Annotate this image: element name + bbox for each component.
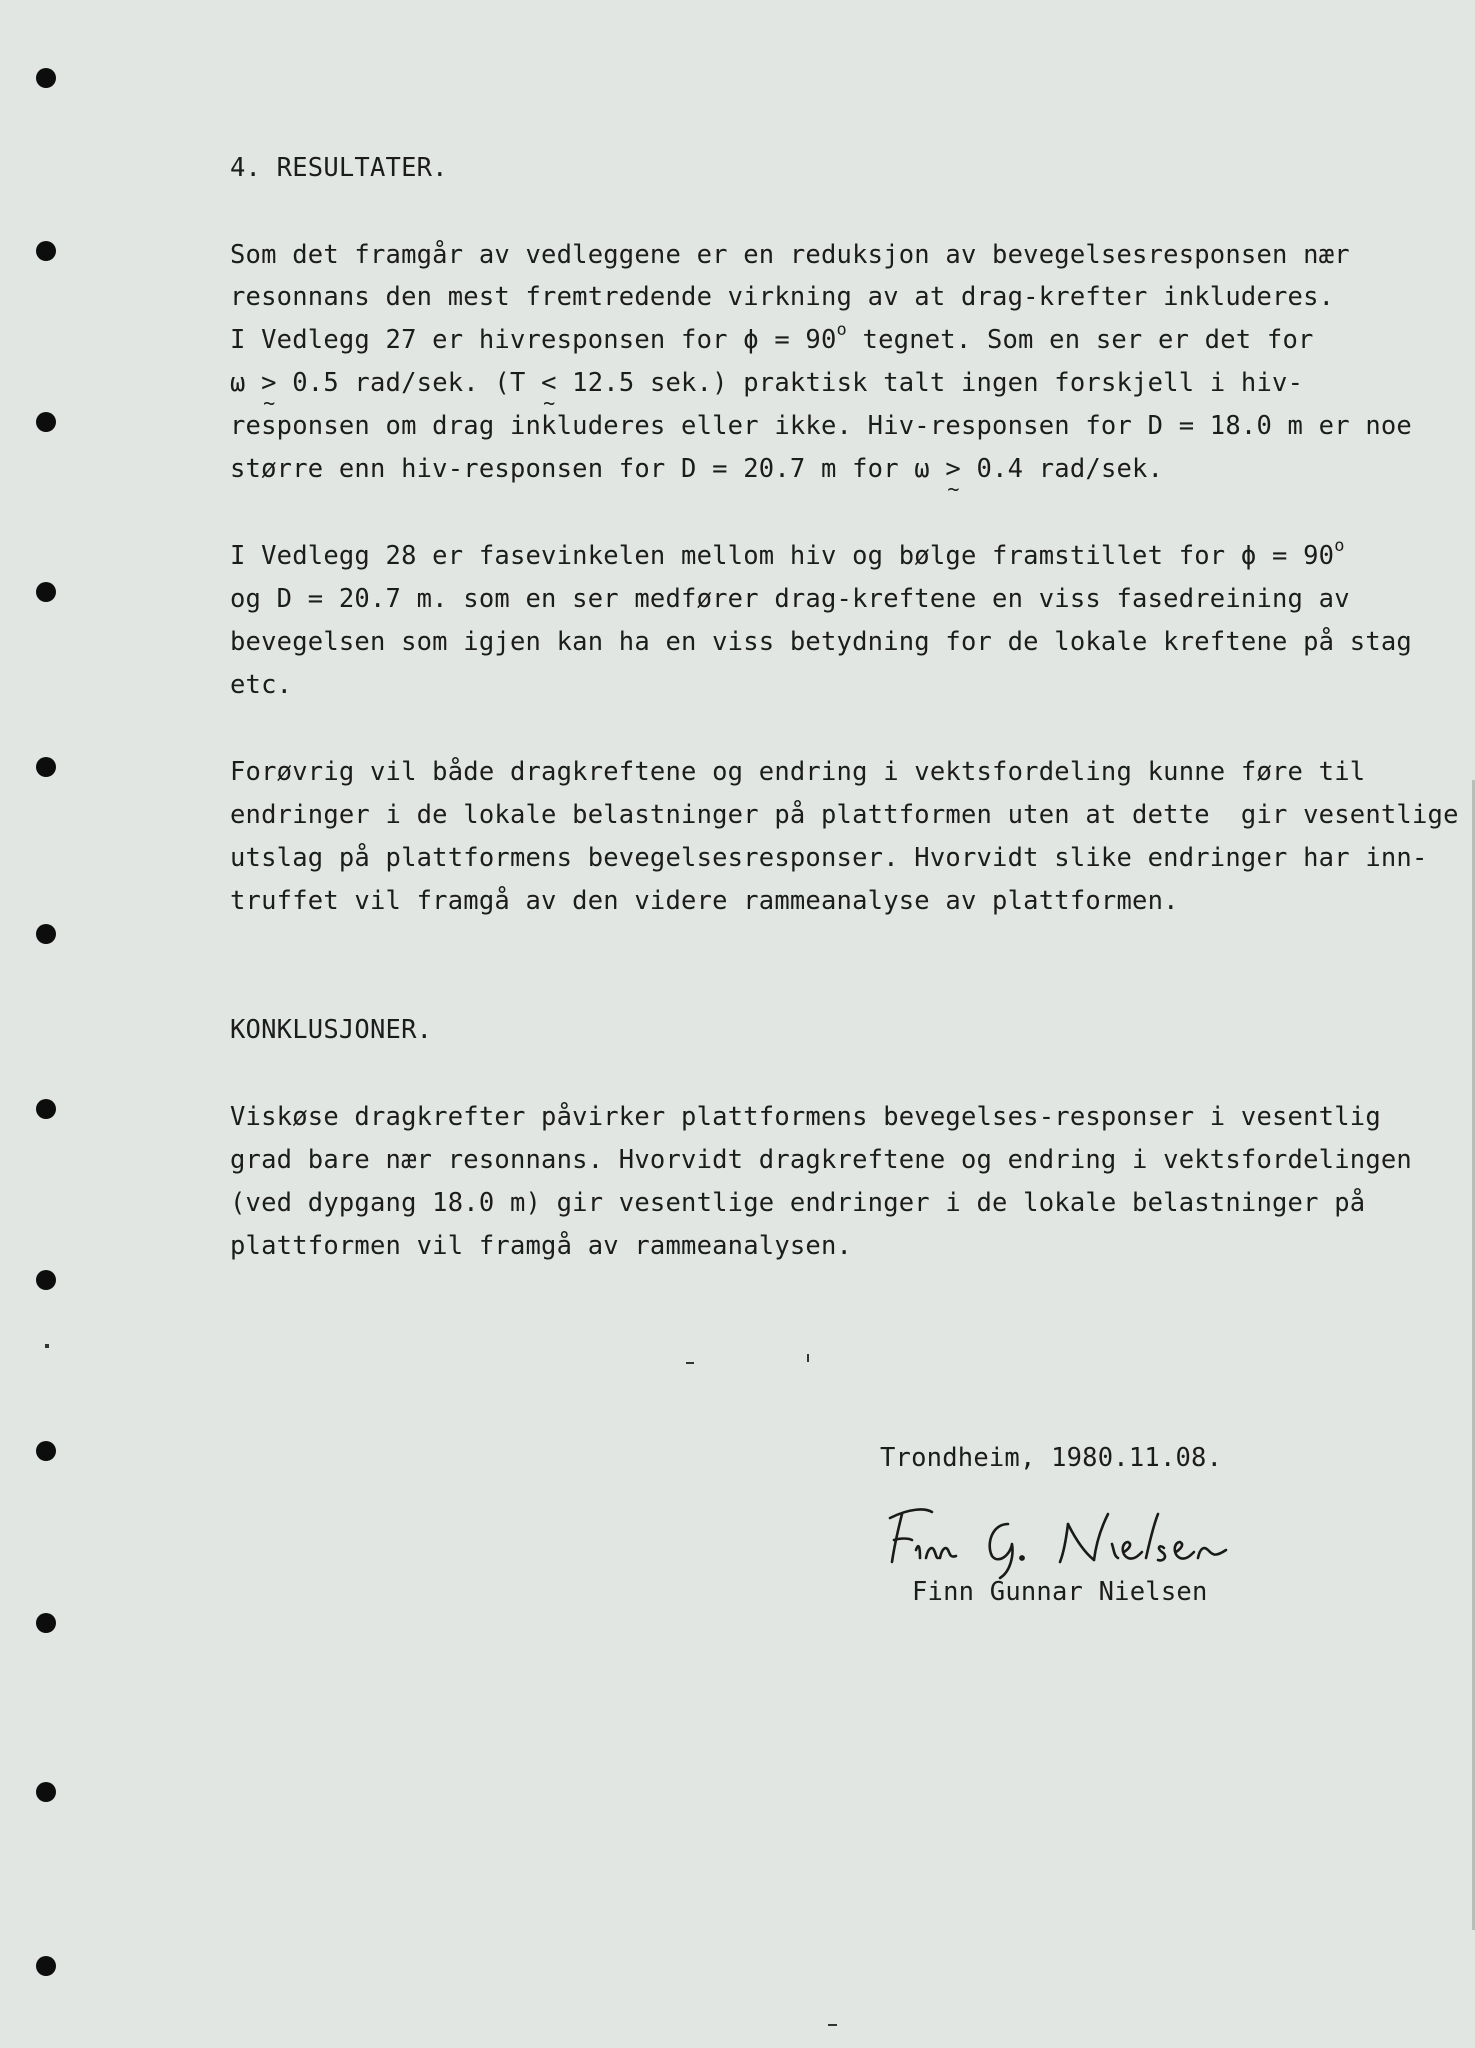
- paragraph-line: utslag på plattformens bevegelsesresponser. Hvorvidt slike endringer har inn-: [230, 843, 1428, 873]
- paragraph-line: og D = 20.7 m. som en ser medfører drag-kreftene en viss fasedreining av: [230, 584, 1350, 614]
- text-fragment: I Vedlegg 28 er fasevinkelen mellom hiv og bølge framstillet for ϕ = 90: [230, 541, 1335, 571]
- approx-ge-symbol: > ~: [261, 368, 277, 398]
- text-fragment: 0.5 rad/sek. (T: [276, 368, 542, 398]
- paragraph-line: Viskøse dragkrefter påvirker plattformens bevegelses-responser i vesentlig: [230, 1102, 1381, 1132]
- signer-name: Finn Gunnar Nielsen: [912, 1577, 1208, 1607]
- section-heading-results: 4. RESULTATER.: [230, 153, 448, 183]
- text-fragment: I Vedlegg 27 er hivresponsen for ϕ = 90: [230, 325, 837, 355]
- punch-hole-icon: [36, 412, 56, 432]
- text-fragment: ω: [230, 368, 262, 398]
- paragraph-line: grad bare nær resonnans. Hvorvidt dragkreftene og endring i vektsfordelingen: [230, 1145, 1412, 1175]
- punch-hole-icon: [36, 1270, 56, 1290]
- punch-hole-icon: [36, 68, 56, 88]
- section-heading-conclusions: KONKLUSJONER.: [230, 1015, 433, 1045]
- speck: [807, 1354, 809, 1362]
- speck: [45, 1344, 49, 1348]
- paragraph-line: truffet vil framgå av den videre rammeanalyse av plattformen.: [230, 886, 1179, 916]
- punch-hole-icon: [36, 1099, 56, 1119]
- paragraph-line: (ved dypgang 18.0 m) gir vesentlige endringer i de lokale belastninger på: [230, 1188, 1366, 1218]
- speck: [828, 2024, 837, 2026]
- paragraph-line: responsen om drag inkluderes eller ikke. Hiv-responsen for D = 18.0 m er noe: [230, 411, 1412, 441]
- paragraph-line: [230, 536, 1345, 574]
- text-fragment: større enn hiv-responsen for D = 20.7 m for ω: [230, 454, 946, 484]
- punch-hole-icon: [36, 1613, 56, 1633]
- paragraph-line: plattformen vil framgå av rammeanalysen.: [230, 1231, 853, 1261]
- punch-hole-icon: [36, 241, 56, 261]
- paragraph-line: bevegelsen som igjen kan ha en viss betydning for de lokale kreftene på stag: [230, 627, 1412, 657]
- speck: [686, 1362, 694, 1364]
- place-date: Trondheim, 1980.11.08.: [880, 1443, 1223, 1473]
- degree-symbol: o: [836, 320, 847, 340]
- paragraph-line: etc.: [230, 670, 293, 700]
- text-fragment: tegnet. Som en ser er det for: [846, 325, 1314, 355]
- paragraph-line: Forøvrig vil både dragkreftene og endring i vektsfordeling kunne føre til: [230, 757, 1366, 787]
- paragraph-line: [230, 368, 1303, 398]
- punch-hole-icon: [36, 924, 56, 944]
- degree-symbol: o: [1334, 536, 1345, 556]
- paragraph-line: Som det framgår av vedleggene er en reduksjon av bevegelsesresponsen nær: [230, 240, 1350, 270]
- approx-le-symbol: < ~: [541, 368, 557, 398]
- punch-hole-icon: [36, 1782, 56, 1802]
- punch-hole-icon: [36, 582, 56, 602]
- paragraph-line: resonnans den mest fremtredende virkning av at drag-krefter inkluderes.: [230, 282, 1335, 312]
- text-fragment: 12.5 sek.) praktisk talt ingen forskjell i hiv-: [556, 368, 1304, 398]
- approx-ge-symbol: > ~: [945, 454, 961, 484]
- punch-hole-icon: [36, 1441, 56, 1461]
- text-fragment: 0.4 rad/sek.: [960, 454, 1164, 484]
- paragraph-line: [230, 454, 1163, 484]
- paragraph-line: endringer i de lokale belastninger på plattformen uten at dette gir vesentlige: [230, 800, 1459, 830]
- signature-icon: [880, 1500, 1260, 1580]
- punch-hole-icon: [36, 1956, 56, 1976]
- paragraph-line: [230, 320, 1314, 358]
- punch-hole-icon: [36, 757, 56, 777]
